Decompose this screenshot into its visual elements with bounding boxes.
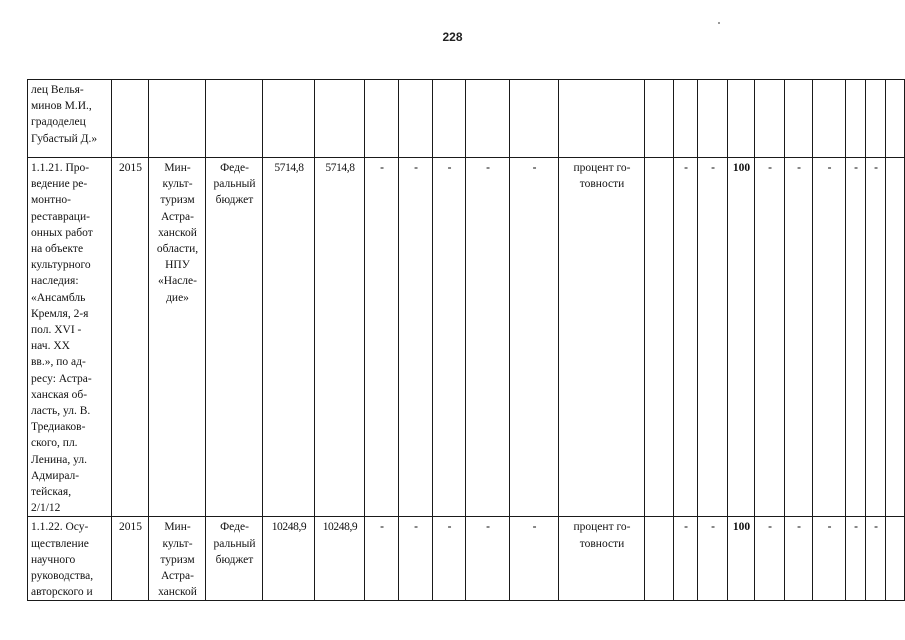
volume-year-cell: -: [466, 158, 510, 517]
target-cell: -: [674, 158, 698, 517]
volume-year-cell: [510, 80, 559, 158]
funding-source-cell: [206, 80, 263, 158]
volume-year-cell: -: [466, 517, 510, 601]
volume-year-cell: -: [510, 158, 559, 517]
volume-year-cell: -: [433, 517, 466, 601]
target-cell: -: [785, 517, 813, 601]
target-cell: 100: [728, 517, 755, 601]
volume-year-cell: [466, 80, 510, 158]
target-cell: [674, 80, 698, 158]
target-cell: -: [846, 517, 866, 601]
indicator-cell: процент го- товности: [559, 517, 645, 601]
target-cell: -: [755, 517, 785, 601]
scan-dot: [718, 22, 720, 24]
target-cell: [645, 80, 674, 158]
table-row: [28, 80, 905, 158]
indicator-cell: процент го- товности: [559, 158, 645, 517]
target-cell: [645, 158, 674, 517]
target-cell: -: [674, 517, 698, 601]
volume-year-cell: -: [399, 158, 433, 517]
year-cell: [112, 80, 149, 158]
target-cell: -: [813, 517, 846, 601]
page-number: 228: [442, 30, 463, 44]
volume-year-cell: -: [433, 158, 466, 517]
target-cell: [886, 517, 905, 601]
target-cell: 100: [728, 158, 755, 517]
measure-name-cell: лец Велья- минов М.И., градоделец Губастый Д.»: [28, 80, 112, 158]
volume-year-cell: -: [510, 517, 559, 601]
program-table: [27, 79, 905, 601]
target-cell: [755, 80, 785, 158]
indicator-cell: [559, 80, 645, 158]
target-cell: -: [846, 158, 866, 517]
executor-cell: Мин- культ- туризм Астра- ханской области, НПУ «Насле- дие»: [149, 158, 206, 517]
target-cell: -: [866, 158, 886, 517]
total-volume-cell: [263, 80, 315, 158]
target-cell: -: [813, 158, 846, 517]
target-cell: [813, 80, 846, 158]
executor-cell: [149, 80, 206, 158]
measure-name-cell: 1.1.22. Осу- ществление научного руководства, авторского и: [28, 517, 112, 601]
target-cell: -: [866, 517, 886, 601]
target-cell: [846, 80, 866, 158]
volume-2015-cell: 10248,9: [315, 517, 365, 601]
total-volume-cell: 10248,9: [263, 517, 315, 601]
total-volume-cell: 5714,8: [263, 158, 315, 517]
volume-year-cell: -: [365, 158, 399, 517]
target-cell: [645, 517, 674, 601]
volume-year-cell: [365, 80, 399, 158]
volume-2015-cell: [315, 80, 365, 158]
target-cell: [698, 80, 728, 158]
volume-year-cell: -: [399, 517, 433, 601]
target-cell: -: [755, 158, 785, 517]
year-cell: 2015: [112, 517, 149, 601]
target-cell: -: [785, 158, 813, 517]
volume-year-cell: -: [365, 517, 399, 601]
executor-cell: Мин- культ- туризм Астра- ханской: [149, 517, 206, 601]
table-row: [28, 517, 905, 601]
funding-source-cell: Феде- ральный бюджет: [206, 517, 263, 601]
target-cell: [785, 80, 813, 158]
target-cell: [886, 158, 905, 517]
volume-year-cell: [433, 80, 466, 158]
target-cell: -: [698, 517, 728, 601]
target-cell: [866, 80, 886, 158]
funding-source-cell: Феде- ральный бюджет: [206, 158, 263, 517]
target-cell: [728, 80, 755, 158]
volume-year-cell: [399, 80, 433, 158]
measure-name-cell: 1.1.21. Про- ведение ре- монтно- реставраци- онных работ на объекте культурного наследия: «Ансамбль Кремля, 2-я пол. XVI - нач. XX вв.», по ад- ресу: Астра- ханская об- ласть, ул. В. Тредиаков- ского, пл. Ленина, ул. Адмирал- тейская, 2/1/12: [28, 158, 112, 517]
target-cell: -: [698, 158, 728, 517]
target-cell: [886, 80, 905, 158]
volume-2015-cell: 5714,8: [315, 158, 365, 517]
table-row: [28, 158, 905, 517]
year-cell: 2015: [112, 158, 149, 517]
